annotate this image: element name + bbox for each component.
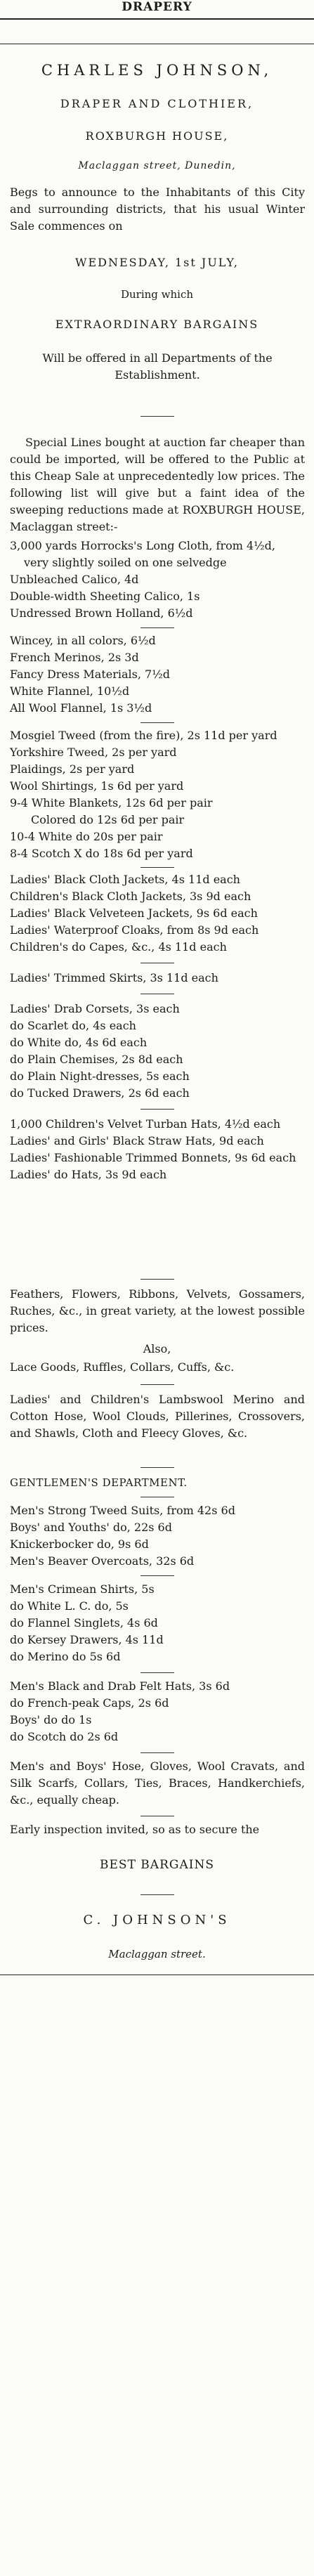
list-item: do Tucked Drawers, 2s 6d each bbox=[10, 1086, 190, 1100]
list-item: Men's Crimean Shirts, 5s bbox=[10, 1582, 155, 1596]
feathers-text: Feathers, Flowers, Ribbons, Velvets, Gossamers, Ruches, &c., in great variety, at the lowest possible prices. bbox=[10, 1287, 305, 1334]
intro-text: Begs to announce to the Inhabitants of this City and surrounding districts, that his usual Winter Sale commences on bbox=[10, 186, 305, 233]
divider bbox=[140, 416, 174, 417]
list-item: Boys' and Youths' do, 22s 6d bbox=[10, 1521, 172, 1534]
item-list-felt-hats bbox=[10, 1678, 305, 1745]
address: Maclaggan street, Dunedin, bbox=[78, 160, 236, 171]
list-item: 9-4 White Blankets, 12s 6d per pair bbox=[10, 796, 213, 809]
list-item: Double-width Sheeting Calico, 1s bbox=[10, 590, 200, 603]
list-item: Wincey, in all colors, 6½d bbox=[10, 634, 156, 647]
item-list-calico bbox=[10, 538, 305, 622]
list-item: Ladies' Black Cloth Jackets, 4s 11d each bbox=[10, 873, 240, 886]
list-item: 8-4 Scotch X do 18s 6d per yard bbox=[10, 847, 193, 860]
special-lines-text: Special Lines bought at auction far cheaper than could be imported, will be offered to the Public at this Cheap Sale at unprecedentedly low prices. The following list will give but a faint idea of the sweeping reductions made at ROXBURGH HOUSE, Maclaggan street:- bbox=[10, 436, 305, 533]
list-item: Unbleached Calico, 4d bbox=[10, 573, 139, 586]
divider bbox=[140, 1672, 174, 1673]
during-text: During which bbox=[120, 288, 194, 301]
offered-text: Will be offered in all Departments of the Establishment. bbox=[42, 351, 273, 382]
item-list-jackets bbox=[10, 871, 305, 956]
mens-hose-text: Men's and Boys' Hose, Gloves, Wool Cravats, and Silk Scarfs, Collars, Ties, Braces, Handkerchiefs, &c., equally cheap. bbox=[10, 1759, 305, 1807]
divider bbox=[140, 1109, 174, 1110]
list-item: Men's Black and Drab Felt Hats, 3s 6d bbox=[10, 1679, 230, 1693]
divider bbox=[140, 1575, 174, 1576]
list-item: do Scarlet do, 4s each bbox=[10, 1019, 136, 1032]
list-item: do Merino do 5s 6d bbox=[10, 1650, 121, 1663]
divider bbox=[140, 1384, 174, 1385]
list-item: White Flannel, 10½d bbox=[10, 684, 130, 698]
list-item: do Kersey Drawers, 4s 11d bbox=[10, 1633, 164, 1646]
item-list-flannel bbox=[10, 632, 305, 717]
extraordinary-bargains: EXTRAORDINARY BARGAINS bbox=[55, 318, 259, 331]
list-item: 1,000 Children's Velvet Turban Hats, 4½d each bbox=[10, 1117, 281, 1131]
list-item: do White L. C. do, 5s bbox=[10, 1599, 129, 1613]
list-item: Fancy Dress Materials, 7½d bbox=[10, 668, 170, 681]
list-item: Colored do 12s 6d per pair bbox=[31, 813, 185, 826]
divider bbox=[140, 1894, 174, 1895]
trade-title: DRAPER AND CLOTHIER, bbox=[60, 97, 254, 110]
list-item: Men's Beaver Overcoats, 32s 6d bbox=[10, 1554, 195, 1568]
list-item: Knickerbocker do, 9s 6d bbox=[10, 1537, 149, 1551]
list-item: Ladies' Drab Corsets, 3s each bbox=[10, 1002, 180, 1015]
item-list-shirts bbox=[10, 1581, 305, 1665]
divider bbox=[140, 627, 174, 628]
advertiser-name: CHARLES JOHNSON, bbox=[41, 62, 273, 79]
list-item: 3,000 yards Horrocks's Long Cloth, from 4½d, bbox=[10, 539, 275, 552]
list-item: Wool Shirtings, 1s 6d per yard bbox=[10, 779, 184, 793]
divider bbox=[140, 1752, 174, 1753]
list-item: do Flannel Singlets, 4s 6d bbox=[10, 1616, 158, 1629]
divider bbox=[140, 1279, 174, 1280]
list-item: Ladies' Trimmed Skirts, 3s 11d each bbox=[10, 971, 218, 984]
early-inspection-text: Early inspection invited, so as to secure the bbox=[10, 1823, 260, 1836]
list-item: 10-4 White do 20s per pair bbox=[10, 830, 163, 843]
signature-name: C. JOHNSON'S bbox=[83, 1913, 231, 1927]
list-item: Men's Strong Tweed Suits, from 42s 6d bbox=[10, 1504, 235, 1517]
header-rule bbox=[0, 18, 314, 20]
divider bbox=[140, 1467, 174, 1468]
list-item: do White do, 4s 6d each bbox=[10, 1036, 148, 1049]
signature-street: Maclaggan street. bbox=[108, 1948, 206, 1960]
list-item: Boys' do do 1s bbox=[10, 1713, 92, 1726]
item-list-suits bbox=[10, 1502, 305, 1570]
list-item: Plaidings, 2s per yard bbox=[10, 762, 135, 776]
item-list-skirts bbox=[10, 970, 305, 987]
hosiery-text: Ladies' and Children's Lambswool Merino and Cotton Hose, Wool Clouds, Pillerines, Crossovers, and Shawls, Cloth and Fleecy Gloves, &c. bbox=[10, 1393, 305, 1440]
item-list-tweed bbox=[10, 727, 305, 862]
divider bbox=[140, 867, 174, 868]
list-item: Ladies' Black Velveteen Jackets, 9s 6d each bbox=[10, 906, 258, 920]
item-list-corsets bbox=[10, 1001, 305, 1102]
list-item: Mosgiel Tweed (from the fire), 2s 11d per yard bbox=[10, 729, 277, 742]
list-item: Yorkshire Tweed, 2s per yard bbox=[10, 746, 177, 759]
list-item: Ladies' and Girls' Black Straw Hats, 9d each bbox=[10, 1134, 264, 1147]
list-item: Ladies' do Hats, 3s 9d each bbox=[10, 1168, 167, 1181]
list-item: Ladies' Waterproof Cloaks, from 8s 9d each bbox=[10, 923, 259, 937]
lace-text: Lace Goods, Ruffles, Collars, Cuffs, &c. bbox=[10, 1360, 235, 1374]
also-text: Also, bbox=[143, 1342, 171, 1355]
list-item: do Plain Chemises, 2s 8d each bbox=[10, 1053, 183, 1066]
list-item: do French-peak Caps, 2s 6d bbox=[10, 1696, 169, 1710]
divider bbox=[140, 722, 174, 723]
list-item: French Merinos, 2s 3d bbox=[10, 651, 139, 664]
section-header: DRAPERY bbox=[122, 0, 192, 14]
list-item: very slightly soiled on one selvedge bbox=[24, 556, 227, 569]
gentlemens-department-heading: GENTLEMEN'S DEPARTMENT. bbox=[10, 1476, 188, 1489]
list-item: Children's Black Cloth Jackets, 3s 9d each bbox=[10, 890, 251, 903]
item-list-hats bbox=[10, 1116, 305, 1183]
list-item: Children's do Capes, &c., 4s 11d each bbox=[10, 940, 227, 954]
best-bargains-heading: BEST BARGAINS bbox=[100, 1858, 214, 1872]
list-item: Ladies' Fashionable Trimmed Bonnets, 9s 6d each bbox=[10, 1151, 296, 1164]
list-item: All Wool Flannel, 1s 3½d bbox=[10, 701, 152, 715]
sale-date: WEDNESDAY, 1st JULY, bbox=[75, 256, 239, 269]
list-item: Undressed Brown Holland, 6½d bbox=[10, 606, 193, 620]
list-item: do Plain Night-dresses, 5s each bbox=[10, 1069, 190, 1083]
list-item: do Scotch do 2s 6d bbox=[10, 1730, 119, 1743]
house-name: ROXBURGH HOUSE, bbox=[85, 129, 229, 143]
